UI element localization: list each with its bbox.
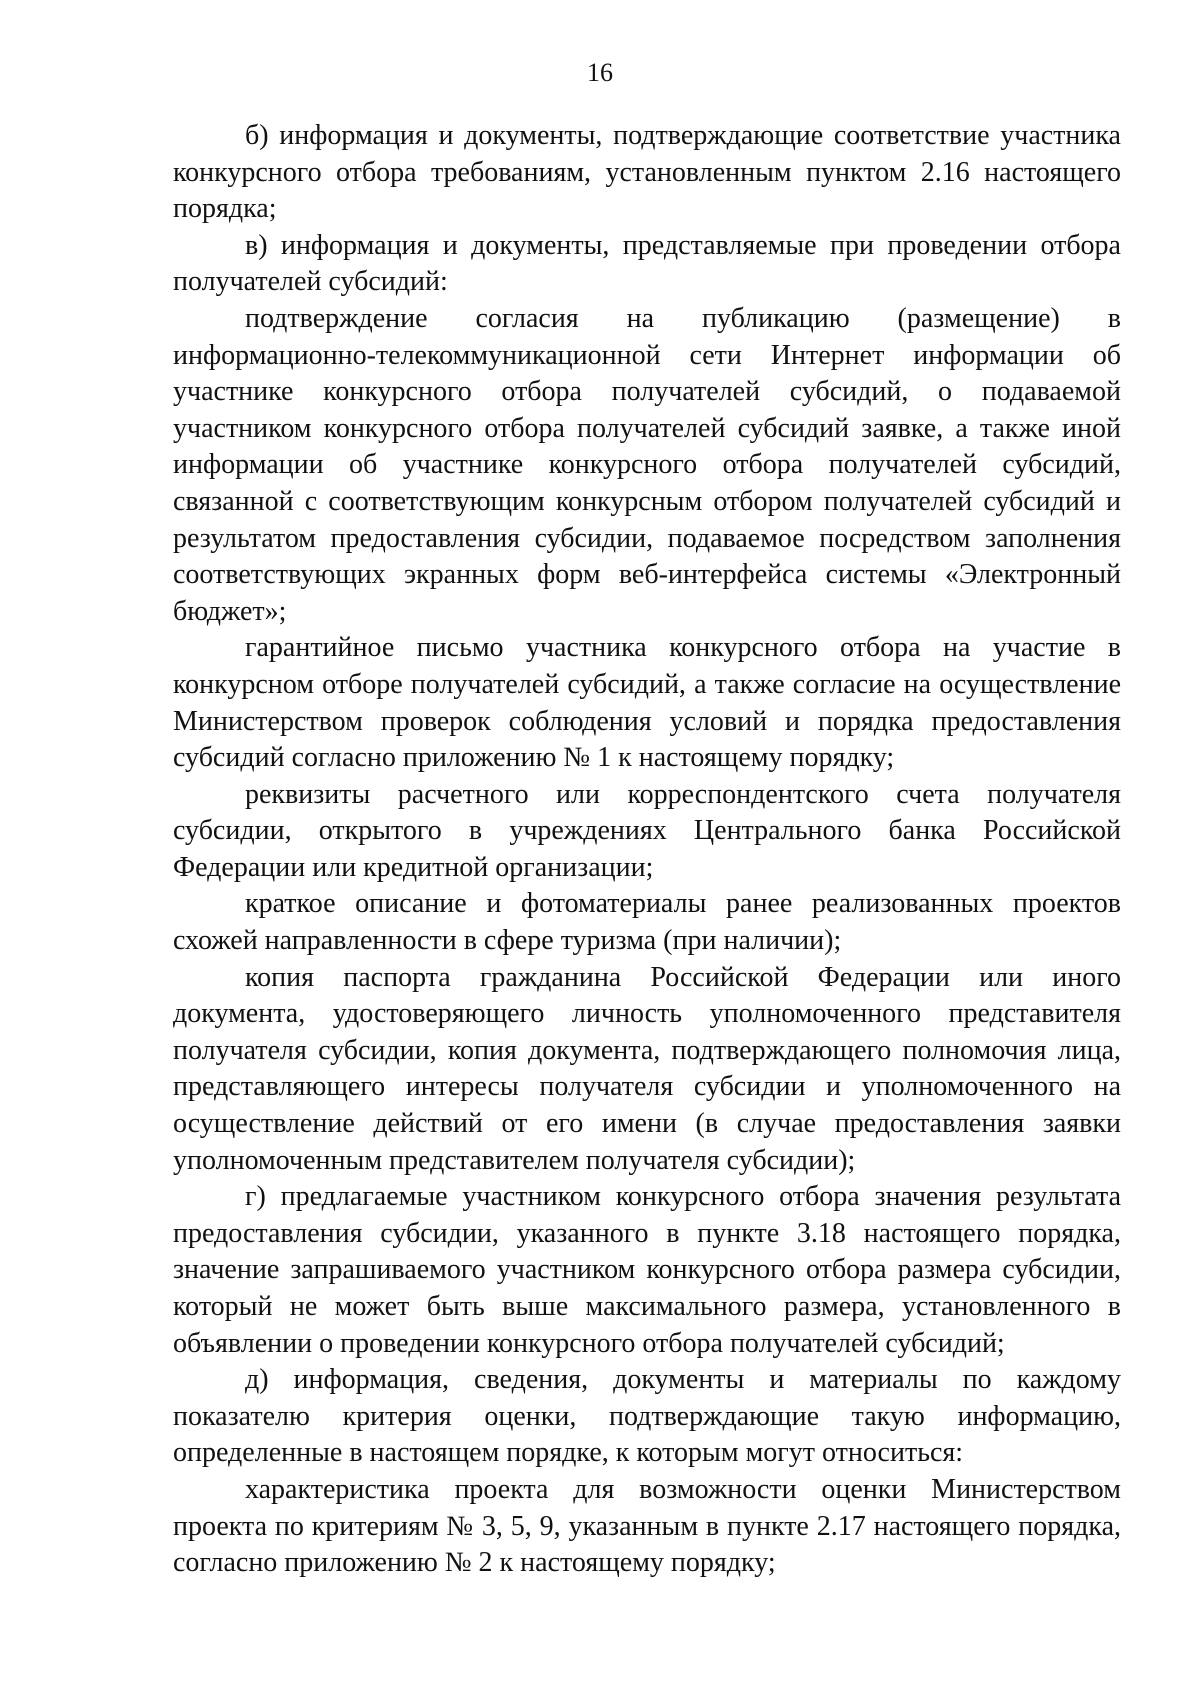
document-body	[173, 118, 1121, 1582]
paragraph-g: г) предлагаемые участником конкурсного отбора значения результата предоставления субсидии, указанного в пункте 3.18 настоящего порядка, значение запрашиваемого участником конкурсного отбора размера субсидии, который не может быть выше максимального размера, установленного в объявлении о проведении конкурсного отбора получателей субсидий;	[173, 1181, 1121, 1359]
page-number: 16	[587, 58, 613, 87]
paragraph-b: б) информация и документы, подтверждающие соответствие участника конкурсного отбора требованиям, установленным пунктом 2.16 настоящего порядка;	[173, 120, 1121, 225]
paragraph-project-description: краткое описание и фотоматериалы ранее реализованных проектов схожей направленности в сфере туризма (при наличии);	[173, 888, 1121, 957]
paragraph-passport-copy: копия паспорта гражданина Российской Федерации или иного документа, удостоверяющего личность уполномоченного представителя получателя субсидии, копия документа, подтверждающего полномочия лица, представляющего интересы получателя субсидии и уполномоченного на осуществление действий от его имени (в случае предоставления заявки уполномоченным представителем получателя субсидии);	[173, 961, 1121, 1176]
paragraph-guarantee-letter: гарантийное письмо участника конкурсного отбора на участие в конкурсном отборе получателей субсидий, а также согласие на осуществление Министерством проверок соблюдения условий и порядка предоставления субсидий согласно приложению № 1 к настоящему порядку;	[173, 632, 1121, 774]
paragraph-bank-details: реквизиты расчетного или корреспондентского счета получателя субсидии, открытого в учреждениях Центрального банка Российской Федерации или кредитной организации;	[173, 778, 1121, 883]
paragraph-consent-publication: подтверждение согласия на публикацию (размещение) в информационно-телекоммуникационной сети Интернет информации об участнике конкурсного отбора получателей субсидий, о подаваемой участником конкурсного отбора получателей субсидий заявке, а также иной информации об участнике конкурсного отбора получателей субсидий, связанной с соответствующим конкурсным отбором получателей субсидий и результатом предоставления субсидии, подаваемое посредством заполнения соответствующих экранных форм веб-интерфейса системы «Электронный бюджет»;	[173, 302, 1121, 627]
paragraph-v: в) информация и документы, представляемые при проведении отбора получателей субсидий:	[173, 229, 1121, 298]
paragraph-d: д) информация, сведения, документы и материалы по каждому показателю критерия оценки, подтверждающие такую информацию, определенные в настоящем порядке, к которым могут относиться:	[173, 1364, 1121, 1469]
paragraph-project-characteristics: характеристика проекта для возможности оценки Министерством проекта по критериям № 3, 5, 9, указанным в пункте 2.17 настоящего порядка, согласно приложению № 2 к настоящему порядку;	[173, 1473, 1121, 1579]
